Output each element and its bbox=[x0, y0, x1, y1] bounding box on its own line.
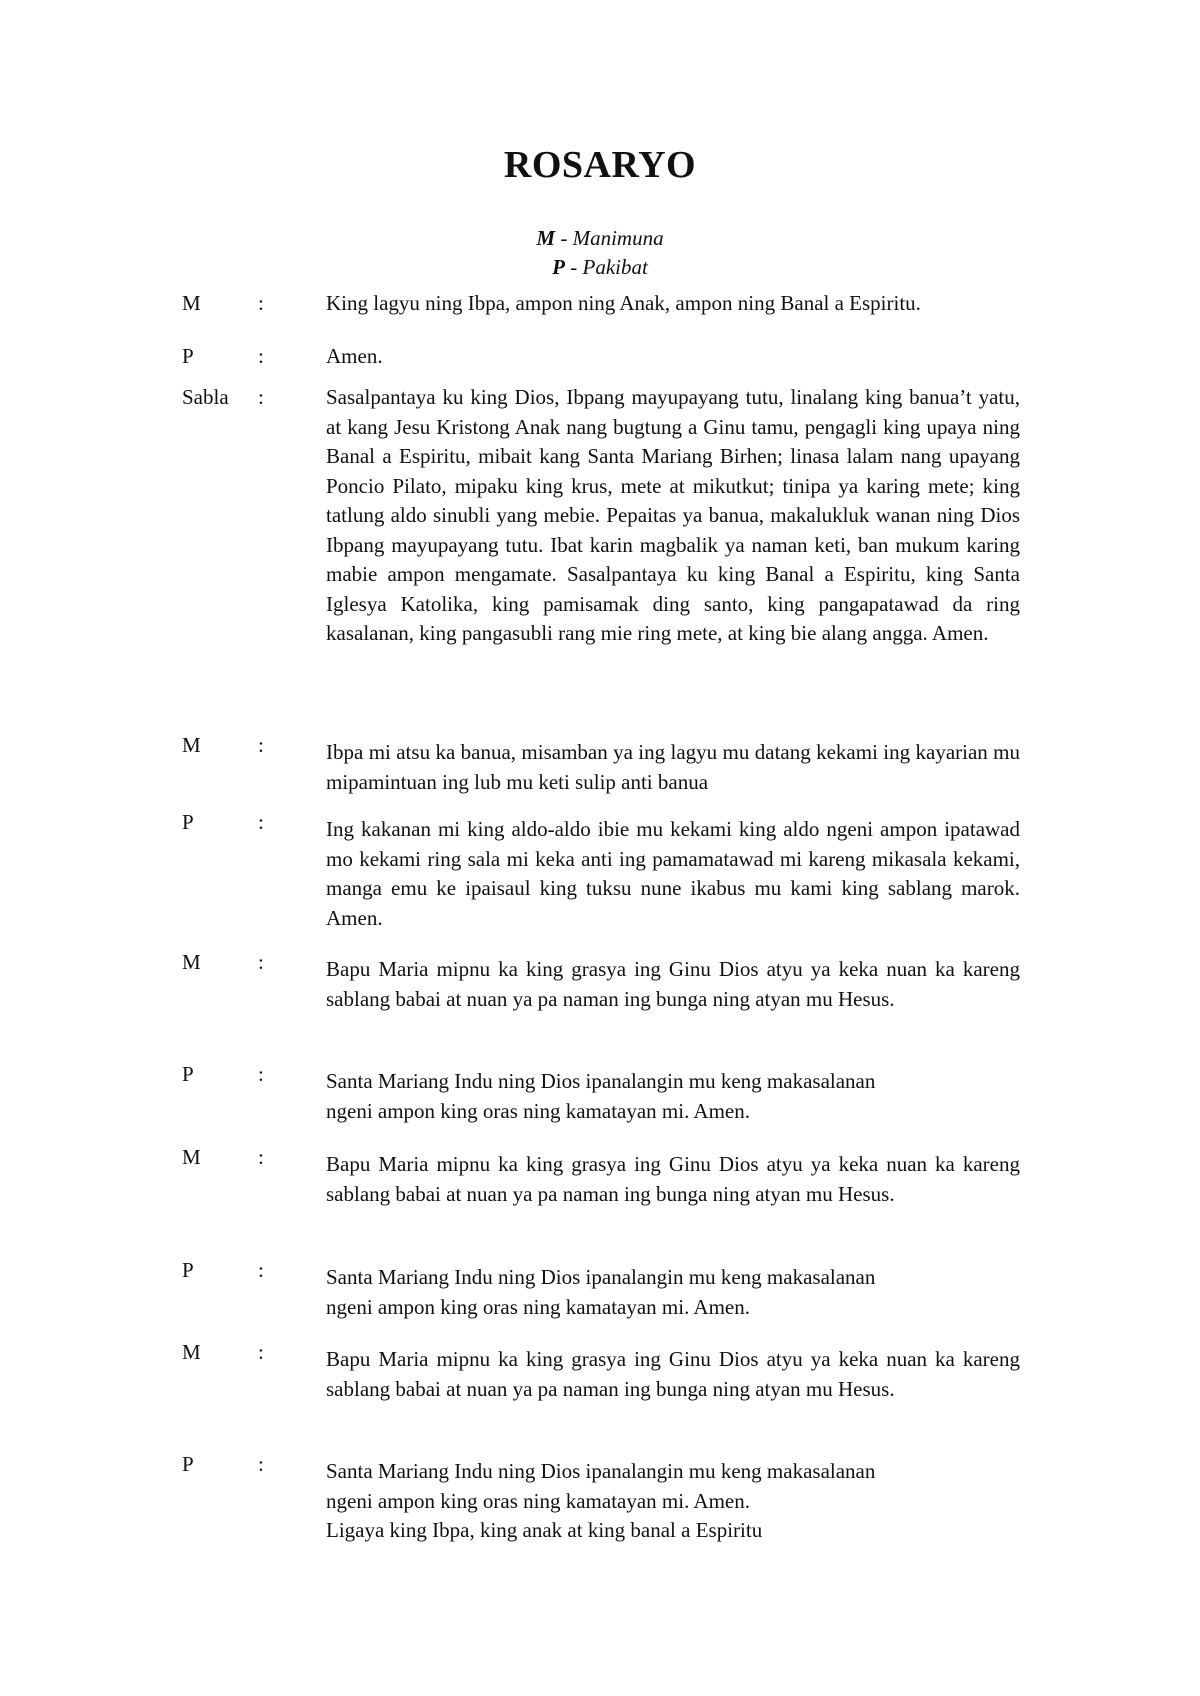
speaker-label: M bbox=[182, 1145, 201, 1169]
prayer-line: Ligaya king Ibpa, king anak at king banal a Espiritu bbox=[326, 1518, 763, 1542]
prayer-text bbox=[326, 1067, 1020, 1126]
legend-p-text: - Pakibat bbox=[565, 255, 648, 279]
legend-m-text: - Manimuna bbox=[555, 226, 664, 250]
prayer-text bbox=[326, 1457, 1020, 1546]
colon-separator: : bbox=[258, 291, 264, 315]
speaker-label: M bbox=[182, 950, 201, 974]
speaker-label: Sabla bbox=[182, 385, 229, 409]
speaker-label: P bbox=[182, 1258, 194, 1282]
prayer-line: ngeni ampon king oras ning kamatayan mi. Amen. bbox=[326, 1488, 750, 1513]
speaker-label: M bbox=[182, 1340, 201, 1364]
prayer-text: Bapu Maria mipnu ka king grasya ing Ginu Dios atyu ya keka nuan ka kareng sablang babai at nuan ya pa naman ing bunga ning atyan mu Hesus. bbox=[326, 957, 1020, 1011]
colon-separator: : bbox=[258, 733, 264, 757]
prayer-line: ngeni ampon king oras ning kamatayan mi. Amen. bbox=[326, 1098, 750, 1123]
page-title: ROSARYO bbox=[503, 144, 697, 186]
prayer-line: ngeni ampon king oras ning kamatayan mi. Amen. bbox=[326, 1294, 750, 1319]
speaker-label: M bbox=[182, 733, 201, 757]
legend-manimuna bbox=[0, 226, 1200, 251]
prayer-line: Santa Mariang Indu ning Dios ipanalangin mu keng makasalanan bbox=[326, 1265, 876, 1289]
colon-separator: : bbox=[258, 1340, 264, 1364]
colon-separator: : bbox=[258, 1062, 264, 1086]
colon-separator: : bbox=[258, 1145, 264, 1169]
prayer-text: Ing kakanan mi king aldo-aldo ibie mu kekami king aldo ngeni ampon ipatawad mo kekami ring sala mi keka anti ing pamamatawad mi kareng mikasala kekami, manga emu ke ipaisaul king tuksu nune ikabus mu kami king sablang marok. Amen. bbox=[326, 817, 1020, 930]
prayer-text: Sasalpantaya ku king Dios, Ibpang mayupayang tutu, linalang king banua’t yatu, at kang Jesu Kristong Anak nang bugtung a Ginu tamu, pengagli king upaya ning Banal a Espiritu, mibait kang Santa Mariang Birhen; linasa lalam nang upayang Poncio Pilato, mipaku king krus, mete at mikutkut; tinipa ya karing mete; king tatlung aldo sinubli yang mebie. Pepaitas ya banua, makalukluk wanan ning Dios Ibpang mayupayang tutu. Ibat karin magbalik ya naman keti, ban mukum karing mabie ampon mengamate. Sasalpantaya ku king Banal a Espiritu, king Santa Iglesya Katolika, king pamisamak ding santo, king pangapatawad da ring kasalanan, king pangasubli rang mie ring mete, at king bie alang angga. Amen. bbox=[326, 385, 1020, 645]
prayer-line: Santa Mariang Indu ning Dios ipanalangin mu keng makasalanan bbox=[326, 1459, 876, 1483]
prayer-text: Ibpa mi atsu ka banua, misamban ya ing lagyu mu datang kekami ing kayarian mu mipamintuan ing lub mu keti sulip anti banua bbox=[326, 740, 1020, 794]
prayer-text: Bapu Maria mipnu ka king grasya ing Ginu Dios atyu ya keka nuan ka kareng sablang babai at nuan ya pa naman ing bunga ning atyan mu Hesus. bbox=[326, 1347, 1020, 1401]
prayer-text bbox=[326, 1263, 1020, 1322]
colon-separator: : bbox=[258, 344, 264, 368]
legend-m-code: M bbox=[536, 226, 556, 250]
speaker-label: P bbox=[182, 810, 194, 834]
speaker-label: P bbox=[182, 1452, 194, 1476]
prayer-line: Santa Mariang Indu ning Dios ipanalangin mu keng makasalanan bbox=[326, 1069, 876, 1093]
colon-separator: : bbox=[258, 1258, 264, 1282]
colon-separator: : bbox=[258, 950, 264, 974]
speaker-label: M bbox=[182, 291, 201, 315]
speaker-label: P bbox=[182, 344, 194, 368]
legend-pakibat bbox=[0, 255, 1200, 280]
colon-separator: : bbox=[258, 810, 264, 834]
colon-separator: : bbox=[258, 385, 264, 409]
prayer-text: Bapu Maria mipnu ka king grasya ing Ginu Dios atyu ya keka nuan ka kareng sablang babai at nuan ya pa naman ing bunga ning atyan mu Hesus. bbox=[326, 1152, 1020, 1206]
speaker-label: P bbox=[182, 1062, 194, 1086]
legend-p-code: P bbox=[552, 255, 565, 279]
prayer-text: King lagyu ning Ibpa, ampon ning Anak, ampon ning Banal a Espiritu. bbox=[326, 291, 921, 315]
colon-separator: : bbox=[258, 1452, 264, 1476]
prayer-text: Amen. bbox=[326, 344, 383, 368]
